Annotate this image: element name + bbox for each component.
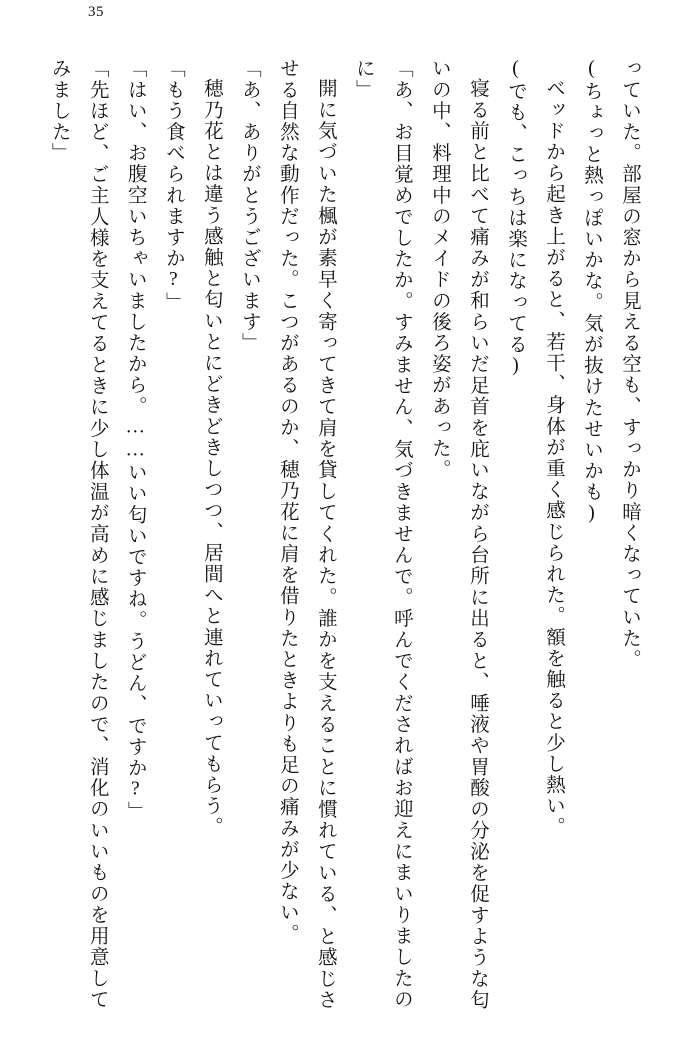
paragraph: 寝る前と比べて痛みが和らいだ足首を庇いながら台所に出ると、唾液や胃酸の分泌を促すような匂いの中、料理中のメイドの後ろ姿があった。 — [428, 58, 488, 1010]
paragraph: (でも、こっちは楽になってる) — [504, 58, 526, 378]
page-number: 35 — [88, 4, 104, 20]
paragraph: ベッドから起き上がると、若干、身体が重く感じられた。額を触ると少し熱い。 — [542, 77, 564, 838]
paragraph: (ちょっと熱っぽいかな。気が抜けたせいかも) — [580, 58, 602, 526]
paragraph: 「はい、お腹空いちゃいましたから。……いい匂いですね。うどん、ですか?」 — [124, 58, 146, 823]
paragraph: 「先ほど、ご主人様を支えてるときに少し体温が高めに感じましたので、消化のいいものを用意してみました」 — [48, 58, 108, 1010]
paragraph: 開に気づいた楓が素早く寄ってきて肩を貸してくれた。誰かを支えることに慣れている、と感じさせる自然な動作だった。こつがあるのか、穂乃花に肩を借りたときよりも足の痛みが少ない。 — [276, 58, 336, 1010]
paragraph: 穂乃花とは違う感触と匂いとにどきどきしつつ、居間へと連れていってもらう。 — [200, 77, 222, 838]
paragraph: 「あ、お目覚めでしたか。すみません、気づきませんで。呼んでくださればお迎えにまいりましたのに」 — [352, 58, 412, 1010]
page-body-text — [44, 58, 648, 1010]
paragraph: 「あ、ありがとうございます」 — [238, 58, 260, 354]
paragraph: 「もう食べられますか?」 — [162, 58, 184, 313]
paragraph: っていた。部屋の窓から見える空も、すっかり暗くなっていた。 — [619, 58, 640, 670]
